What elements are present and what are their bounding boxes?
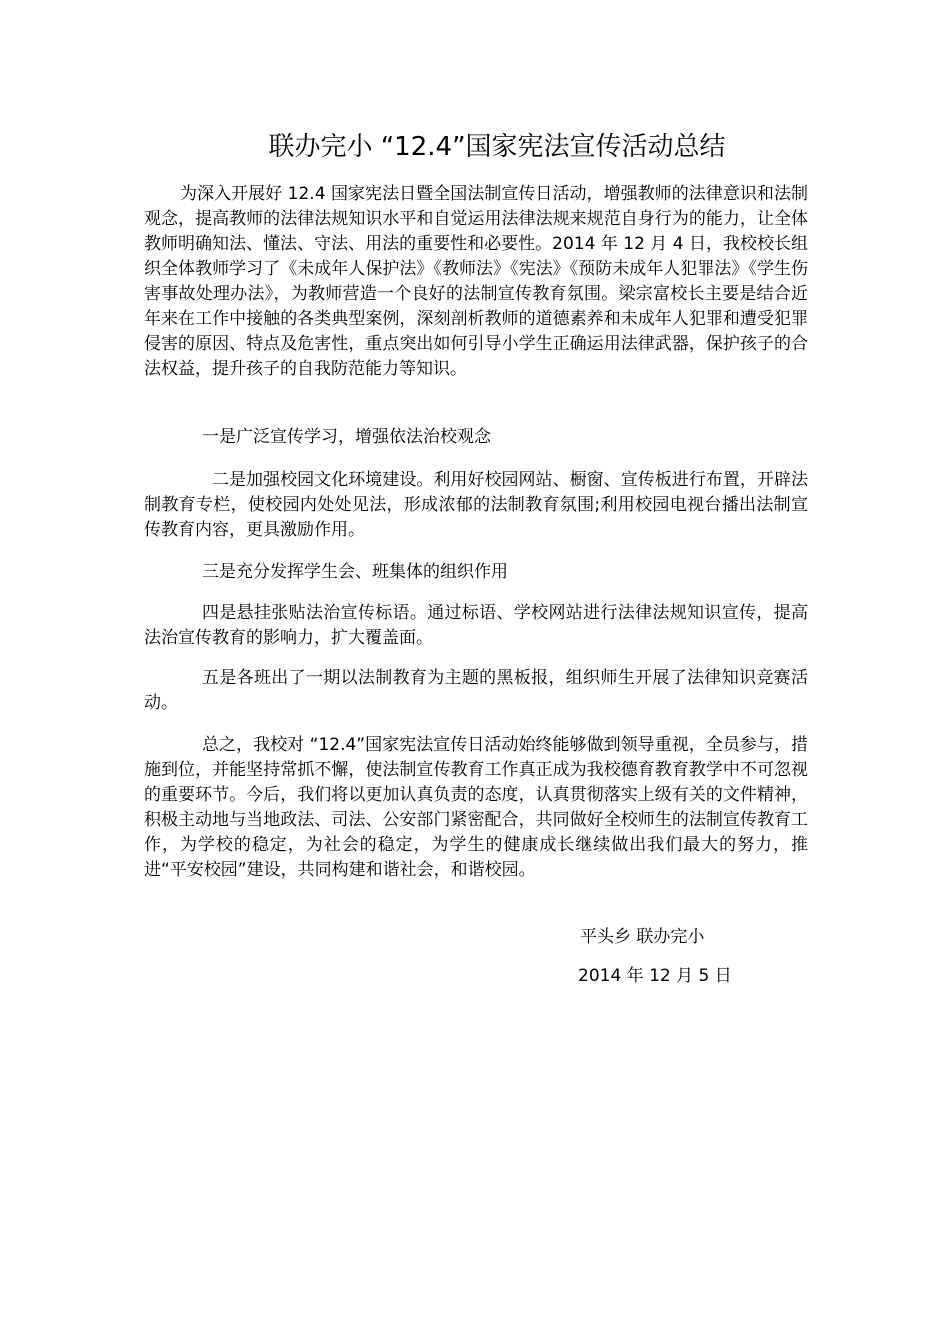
section-heading-1: 一是广泛宣传学习，增强依法治校观念 [202,427,491,447]
conclusion-paragraph: 总之，我校对 “12.4”国家宪法宣传日活动始终能够做到领导重视，全员参与，措施到位，并能坚持常抓不懈，使法制宣传教育工作真正成为我校德育教育教学中不可忽视的重要环节。今后，我们将以更加认真负责的态度，认真贯彻落实上级有关的文件精神，积极主动地与当地政法、司法、公安部门紧密配合，共同做好全校师生的法制宣传教育工作，为学校的稳定，为社会的稳定，为学生的健康成长继续做出我们最大的努力，推进“平安校园”建设，共同构建和谐社会，和谐校园。 [144,735,808,880]
section-paragraph-4: 四是悬挂张贴法治宣传标语。通过标语、学校网站进行法律法规知识宣传，提高法治宣传教育的影响力，扩大覆盖面。 [144,603,808,648]
section-paragraph-2: 二是加强校园文化环境建设。利用好校园网站、橱窗、宣传板进行布置，开辟法制教育专栏，使校园内处处见法，形成浓郁的法制教育氛围;利用校园电视台播出法制宣传教育内容，更具激励作用。 [144,470,808,540]
intro-paragraph: 为深入开展好 12.4 国家宪法日暨全国法制宣传日活动，增强教师的法律意识和法制观念，提高教师的法律法规知识水平和自觉运用法律法规来规范自身行为的能力，让全体教师明确知法、懂法、守法、用法的重要性和必要性。2014 年 12 月 4 日，我校校长组织全体教师学习了《未成年人保护法》《教师法》《宪法》《预防未成年人犯罪法》《学生伤害事故处理办法》，为教师营造一个良好的法制宣传教育氛围。梁宗富校长主要是结合近年来在工作中接触的各类典型案例，深刻剖析教师的道德素养和未成年人犯罪和遭受犯罪侵害的原因、特点及危害性，重点突出如何引导小学生正确运用法律武器，保护孩子的合法权益，提升孩子的自我防范能力等知识。 [144,184,808,379]
section-heading-3: 三是充分发挥学生会、班集体的组织作用 [202,562,508,582]
section-paragraph-5: 五是各班出了一期以法制教育为主题的黑板报，组织师生开展了法律知识竞赛活动。 [144,668,808,713]
signature-date: 2014 年 12 月 5 日 [578,966,732,986]
signature-organization: 平头乡 联办完小 [580,927,705,947]
document-title: 联办完小 “12.4”国家宪法宣传活动总结 [268,132,726,162]
